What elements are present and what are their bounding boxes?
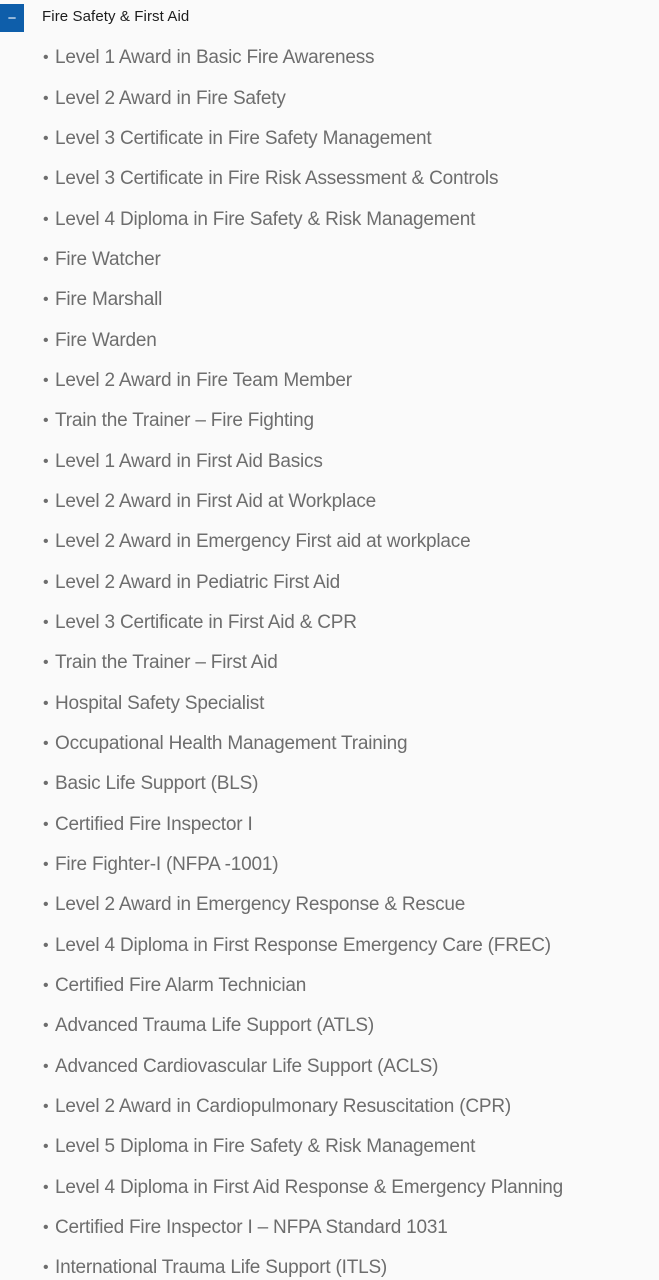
list-item[interactable] [43,119,653,159]
bullet-icon: • [43,533,49,551]
list-item[interactable] [43,320,653,360]
list-item[interactable] [43,805,653,845]
list-item-label: Level 3 Certificate in Fire Risk Assessment & Controls [55,168,499,190]
list-item[interactable] [43,724,653,764]
minus-icon: − [7,9,17,27]
list-item-label: Level 3 Certificate in First Aid & CPR [55,611,357,633]
bullet-icon: • [43,129,49,147]
bullet-icon: • [43,452,49,470]
bullet-icon: • [43,1219,49,1237]
bullet-icon: • [43,210,49,228]
list-item-label: International Trauma Life Support (ITLS) [55,1257,388,1279]
bullet-icon: • [43,694,49,712]
bullet-icon: • [43,89,49,107]
list-item[interactable] [43,482,653,522]
bullet-icon: • [43,573,49,591]
list-item[interactable] [43,199,653,239]
bullet-icon: • [43,371,49,389]
list-item[interactable] [43,1047,653,1087]
bullet-icon: • [43,250,49,268]
list-item-label: Level 4 Diploma in Fire Safety & Risk Management [55,208,476,230]
bullet-icon: • [43,49,49,67]
section-title: Fire Safety & First Aid [42,8,190,25]
list-item-label: Fire Marshall [55,289,163,311]
bullet-icon: • [43,613,49,631]
list-item[interactable] [43,1208,653,1248]
course-list [43,38,653,1280]
list-item[interactable] [43,1006,653,1046]
bullet-icon: • [43,291,49,309]
list-item[interactable] [43,926,653,966]
list-item-label: Fire Warden [55,329,157,351]
list-item[interactable] [43,240,653,280]
bullet-icon: • [43,1138,49,1156]
collapse-toggle-button[interactable] [0,4,24,32]
bullet-icon: • [43,896,49,914]
bullet-icon: • [43,1178,49,1196]
list-item-label: Level 2 Award in Cardiopulmonary Resuscitation (CPR) [55,1096,512,1118]
list-item[interactable] [43,280,653,320]
bullet-icon: • [43,1259,49,1277]
list-item[interactable] [43,441,653,481]
list-item-label: Train the Trainer – First Aid [55,652,278,674]
list-item-label: Level 5 Diploma in Fire Safety & Risk Management [55,1136,476,1158]
list-item[interactable] [43,78,653,118]
list-item-label: Basic Life Support (BLS) [55,773,259,795]
bullet-icon: • [43,1017,49,1035]
list-item[interactable] [43,1087,653,1127]
list-item-label: Level 2 Award in Emergency Response & Rescue [55,894,466,916]
list-item[interactable] [43,1127,653,1167]
accordion-header[interactable] [0,0,659,34]
list-item-label: Level 4 Diploma in First Aid Response & Emergency Planning [55,1176,563,1198]
list-item-label: Level 1 Award in Basic Fire Awareness [55,47,375,69]
bullet-icon: • [43,412,49,430]
list-item[interactable] [43,401,653,441]
list-item-label: Certified Fire Inspector I – NFPA Standard 1031 [55,1217,448,1239]
list-item[interactable] [43,764,653,804]
list-item[interactable] [43,966,653,1006]
bullet-icon: • [43,936,49,954]
list-item-label: Level 2 Award in Emergency First aid at workplace [55,531,471,553]
bullet-icon: • [43,977,49,995]
list-item[interactable] [43,643,653,683]
bullet-icon: • [43,331,49,349]
list-item-label: Advanced Cardiovascular Life Support (ACLS) [55,1055,439,1077]
bullet-icon: • [43,492,49,510]
list-item-label: Advanced Trauma Life Support (ATLS) [55,1015,374,1037]
bullet-icon: • [43,1057,49,1075]
list-item-label: Level 2 Award in Pediatric First Aid [55,571,340,593]
list-item-label: Level 1 Award in First Aid Basics [55,450,323,472]
list-item[interactable] [43,38,653,78]
list-item[interactable] [43,159,653,199]
bullet-icon: • [43,735,49,753]
list-item-label: Fire Fighter-I (NFPA -1001) [55,854,279,876]
bullet-icon: • [43,856,49,874]
list-item[interactable] [43,562,653,602]
bullet-icon: • [43,654,49,672]
bullet-icon: • [43,815,49,833]
bullet-icon: • [43,1098,49,1116]
list-item-label: Hospital Safety Specialist [55,692,265,714]
list-item[interactable] [43,522,653,562]
list-item[interactable] [43,885,653,925]
list-item[interactable] [43,1168,653,1208]
list-item-label: Occupational Health Management Training [55,733,408,755]
list-item-label: Fire Watcher [55,248,161,270]
list-item-label: Train the Trainer – Fire Fighting [55,410,314,432]
list-item-label: Level 2 Award in Fire Team Member [55,369,352,391]
list-item-label: Certified Fire Inspector I [55,813,253,835]
list-item[interactable] [43,361,653,401]
list-item[interactable] [43,603,653,643]
list-item[interactable] [43,845,653,885]
list-item-label: Certified Fire Alarm Technician [55,975,307,997]
list-item-label: Level 2 Award in Fire Safety [55,87,286,109]
bullet-icon: • [43,170,49,188]
list-item-label: Level 4 Diploma in First Response Emergency Care (FREC) [55,934,551,956]
list-item-label: Level 3 Certificate in Fire Safety Management [55,127,432,149]
list-item-label: Level 2 Award in First Aid at Workplace [55,490,376,512]
bullet-icon: • [43,775,49,793]
list-item[interactable] [43,684,653,724]
list-item[interactable] [43,1248,653,1280]
